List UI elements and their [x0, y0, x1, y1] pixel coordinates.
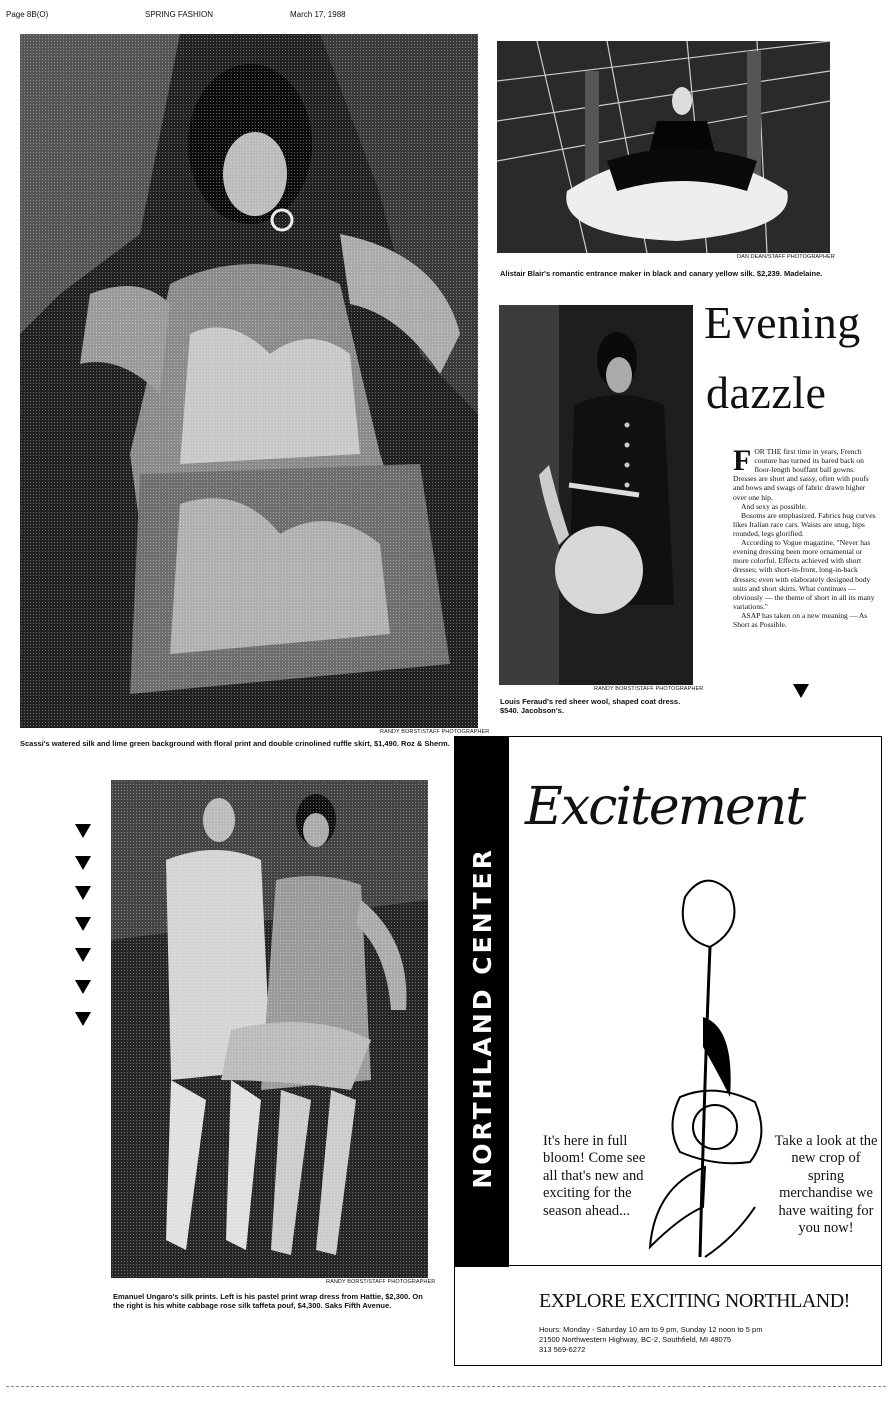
triangle-bullet-icon — [75, 886, 91, 900]
caption-feraud: Louis Feraud's red sheer wool, shaped coat dress. $540. Jacobson's. — [500, 697, 681, 716]
article-paragraph-1: FOR THE first time in years, French couture has turned its bared back on floor-length bouffant ball gowns. Dresses are short and sassy, often with poufs and bows and swags of fabric drawn higher over one hip. — [733, 444, 869, 502]
page-edge-artifact — [6, 1386, 886, 1387]
caption-scassi: Scassi's watered silk and lime green background with floral print and double crinolined ruffle skirt, $1,490. Roz & Sherm. — [20, 739, 450, 748]
caption-blair: Alistair Blair's romantic entrance maker in black and canary yellow silk. $2,239. Madelaine. — [500, 269, 823, 278]
photo-credit-feraud: RANDY BORST/STAFF PHOTOGRAPHER — [594, 686, 704, 692]
ad-script-title: Excitement — [525, 777, 805, 837]
halftone-texture — [20, 34, 478, 728]
photo-credit-scassi: RANDY BORST/STAFF PHOTOGRAPHER — [380, 729, 490, 735]
ad-vertical-strip — [455, 737, 509, 1267]
triangle-bullet-icon — [793, 684, 809, 698]
article-paragraph-4: According to Vogue magazine, "Never has evening dressing been more ornamental or more colorful. Effects achieved with short dresses; with short-in-front, long-in-back dresses; even with elaborately designed body suits and short skirts. What continues — obviously — the theme of short in all its many variations." — [733, 538, 875, 611]
photo-scassi-dress — [20, 34, 478, 728]
ad-divider — [509, 1265, 881, 1266]
drop-cap: F — [733, 444, 752, 477]
photo-credit-blair: DAN DEAN/STAFF PHOTOGRAPHER — [737, 254, 835, 260]
ad-vertical-title: NORTHLAND CENTER — [468, 847, 497, 1189]
ad-phone: 313 569-6272 — [539, 1344, 586, 1354]
triangle-bullet-icon — [75, 824, 91, 838]
triangle-bullet-icon — [75, 948, 91, 962]
photo-blair-gown — [497, 41, 830, 253]
photo-credit-ungaro: RANDY BORST/STAFF PHOTOGRAPHER — [326, 1279, 436, 1285]
ad-left-text: It's here in full bloom! Come see all that's new and exciting for the season ahead... — [543, 1133, 646, 1219]
article-paragraph-2: And sexy as possible. — [741, 501, 807, 511]
section-name: SPRING FASHION — [145, 10, 214, 19]
feraud-photo-illustration — [499, 305, 693, 685]
halftone-texture-2 — [111, 780, 428, 1278]
ad-hours: Hours: Monday - Saturday 10 am to 9 pm, Sunday 12 noon to 5 pm — [539, 1325, 763, 1334]
issue-date: March 17, 1988 — [290, 10, 346, 19]
photo-feraud-coat-dress — [499, 305, 693, 685]
blair-photo-illustration — [497, 41, 830, 253]
page-number: Page 8B(O) — [6, 10, 49, 19]
triangle-bullet-icon — [75, 1012, 91, 1026]
northland-ad — [454, 736, 882, 1366]
headline-line1: Evening — [704, 297, 861, 348]
ad-right-text: Take a look at the new crop of spring merchandise we have waiting for you now! — [774, 1133, 878, 1236]
ad-slogan: EXPLORE EXCITING NORTHLAND! — [539, 1290, 850, 1312]
ad-address: 21500 Northwestern Highway, BC-2, Southfield, MI 48075 — [539, 1334, 732, 1344]
daffodil-tulip-icon — [635, 867, 785, 1267]
caption-ungaro: Emanuel Ungaro's silk prints. Left is his pastel print wrap dress from Hattie, $2,300. On the right is his white cabbage rose silk taffeta pouf, $4,300. Saks Fifth Avenue. — [113, 1292, 423, 1311]
article-body — [733, 444, 879, 630]
triangle-bullet-icon — [75, 917, 91, 931]
article-paragraph-3: Bosoms are emphasized. Fabrics hug curves likes Italian race cars. Waists are snug, hips rounded, legs glorified. — [733, 510, 876, 538]
triangle-bullet-icon — [75, 980, 91, 994]
triangle-bullet-icon — [75, 856, 91, 870]
headline-line2: dazzle — [706, 367, 827, 418]
ad-hours-block — [539, 1325, 762, 1354]
article-paragraph-5: ASAP has taken on a new meaning — As Short as Possible. — [733, 610, 868, 630]
photo-ungaro-silk-prints — [111, 780, 428, 1278]
